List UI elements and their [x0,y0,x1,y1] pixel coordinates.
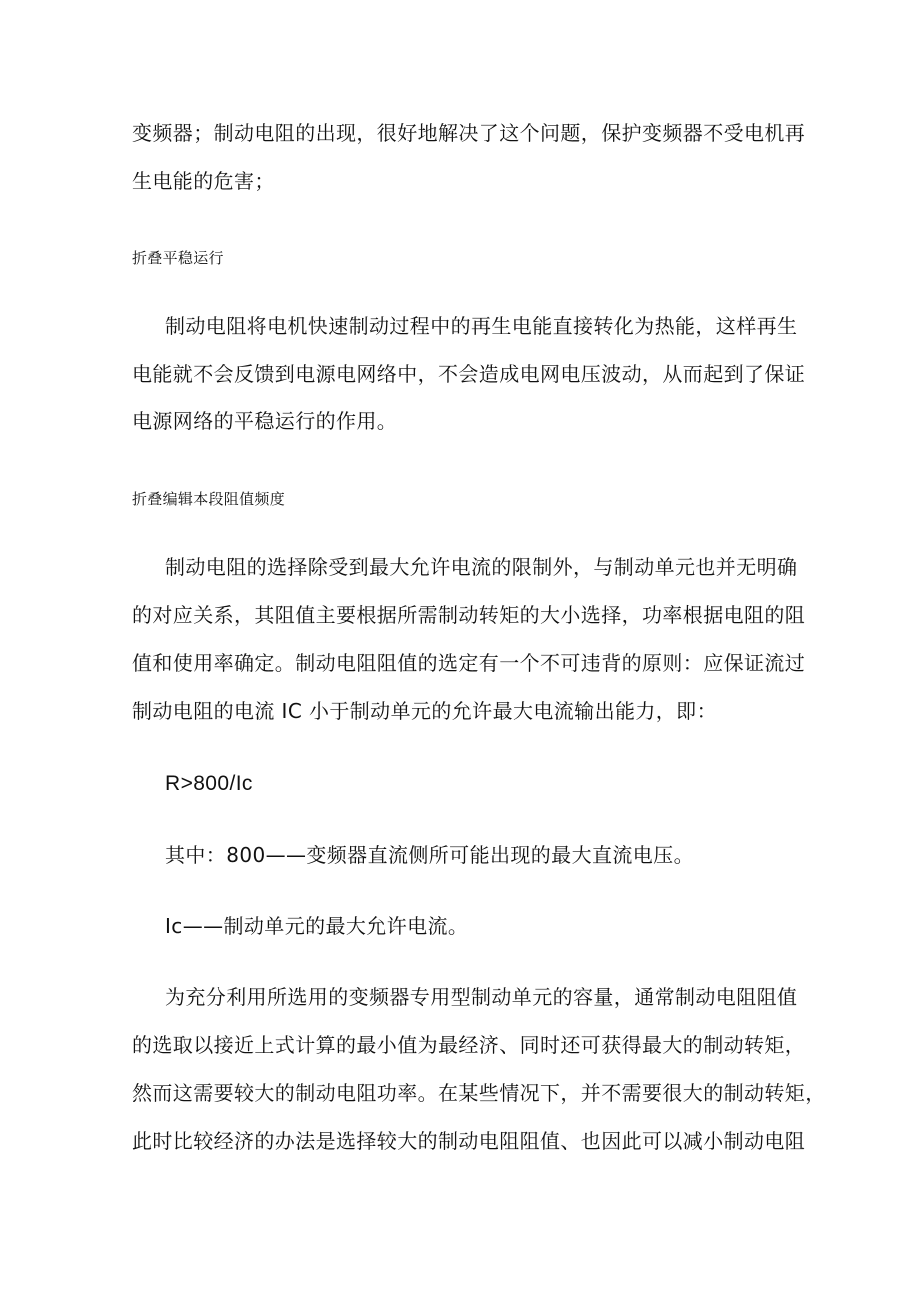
paragraph-line: 电源网络的平稳运行的作用。 [132,409,398,433]
paragraph-line: 的选取以接近上式计算的最小值为最经济、同时还可获得最大的制动转矩， [132,1033,806,1057]
paragraph-line: 的对应关系，其阻值主要根据所需制动转矩的大小选择，功率根据电阻的阻 [132,603,806,627]
paragraph-line: 制动电阻的选择除受到最大允许电流的限制外，与制动单元也并无明确 [165,555,798,579]
paragraph-line: 然而这需要较大的制动电阻功率。在某些情况下，并不需要很大的制动转矩， [132,1081,826,1105]
paragraph-line: 为充分利用所选用的变频器专用型制动单元的容量，通常制动电阻阻值 [165,985,798,1009]
paragraph-line: 值和使用率确定。制动电阻阻值的选定有一个不可违背的原则：应保证流过 [132,651,806,675]
formula-definition: 其中：800——变频器直流侧所可能出现的最大直流电压。 [165,843,694,867]
paragraph-line: 电能就不会反馈到电源电网络中，不会造成电网电压波动，从而起到了保证 [132,362,806,386]
paragraph-line: 此时比较经济的办法是选择较大的制动电阻阻值、也因此可以减小制动电阻 [132,1129,806,1153]
paragraph-line: 生电能的危害； [132,169,275,193]
formula-definition: Ic——制动单元的最大允许电流。 [165,914,469,938]
formula: R>800/Ic [165,772,253,795]
section-heading: 折叠编辑本段阻值频度 [132,490,286,508]
section-heading: 折叠平稳运行 [132,249,224,267]
paragraph-line: 变频器；制动电阻的出现，很好地解决了这个问题，保护变频器不受电机再 [132,121,806,145]
paragraph-line: 制动电阻的电流 IC 小于制动单元的允许最大电流输出能力，即： [132,699,717,723]
paragraph-line: 制动电阻将电机快速制动过程中的再生电能直接转化为热能，这样再生 [165,314,798,338]
